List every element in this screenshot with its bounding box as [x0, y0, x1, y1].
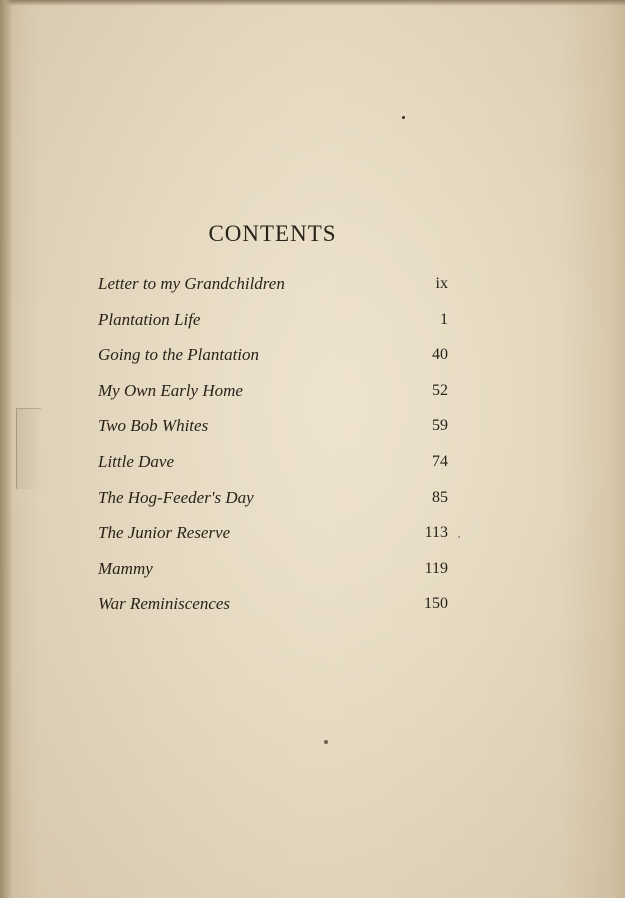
toc-entry-title: Letter to my Grandchildren: [98, 274, 285, 293]
toc-entry-page: 119: [424, 559, 448, 577]
toc-entry-title: Going to the Plantation: [98, 345, 260, 365]
toc-entry: [98, 412, 458, 448]
toc-entry-title: Plantation Life: [98, 309, 201, 329]
toc-entry-title: Little Dave: [98, 451, 175, 471]
page-spine-edge: [0, 0, 12, 898]
toc-entry: [98, 306, 458, 342]
toc-entry: [98, 519, 458, 555]
page-tear: [16, 408, 41, 489]
toc-entry: [98, 555, 458, 591]
toc-entry-page: ix: [435, 275, 448, 292]
toc-entry-page: 74: [432, 452, 448, 470]
table-of-contents: [98, 270, 458, 626]
toc-entry-page: 85: [432, 488, 448, 506]
toc-entry: [98, 270, 458, 306]
toc-entry-title: My Own Early Home: [98, 380, 243, 400]
toc-entry: [98, 377, 458, 413]
paper-speck: [324, 740, 328, 744]
toc-entry-page: 40: [432, 346, 448, 364]
toc-entry-title: The Junior Reserve: [98, 523, 231, 543]
toc-entry-page: 113: [424, 524, 448, 542]
paper-speck: [402, 116, 405, 119]
toc-entry: [98, 484, 458, 520]
toc-entry-title: Two Bob Whites: [98, 416, 209, 436]
toc-entry-title: The Hog-Feeder's Day: [98, 487, 254, 507]
toc-entry-page: 1: [440, 310, 448, 328]
toc-entry: [98, 341, 458, 377]
page-top-edge: [0, 0, 625, 6]
toc-entry: [98, 448, 458, 484]
toc-entry-page: 52: [432, 381, 448, 399]
paper-speck: [458, 536, 460, 538]
toc-entry-page: 150: [424, 595, 448, 613]
toc-entry-page: 59: [432, 417, 448, 435]
page-title: CONTENTS: [208, 221, 337, 246]
toc-entry-title: War Reminiscences: [98, 594, 231, 614]
toc-entry-title: Mammy: [98, 558, 153, 578]
toc-entry: [98, 590, 458, 626]
